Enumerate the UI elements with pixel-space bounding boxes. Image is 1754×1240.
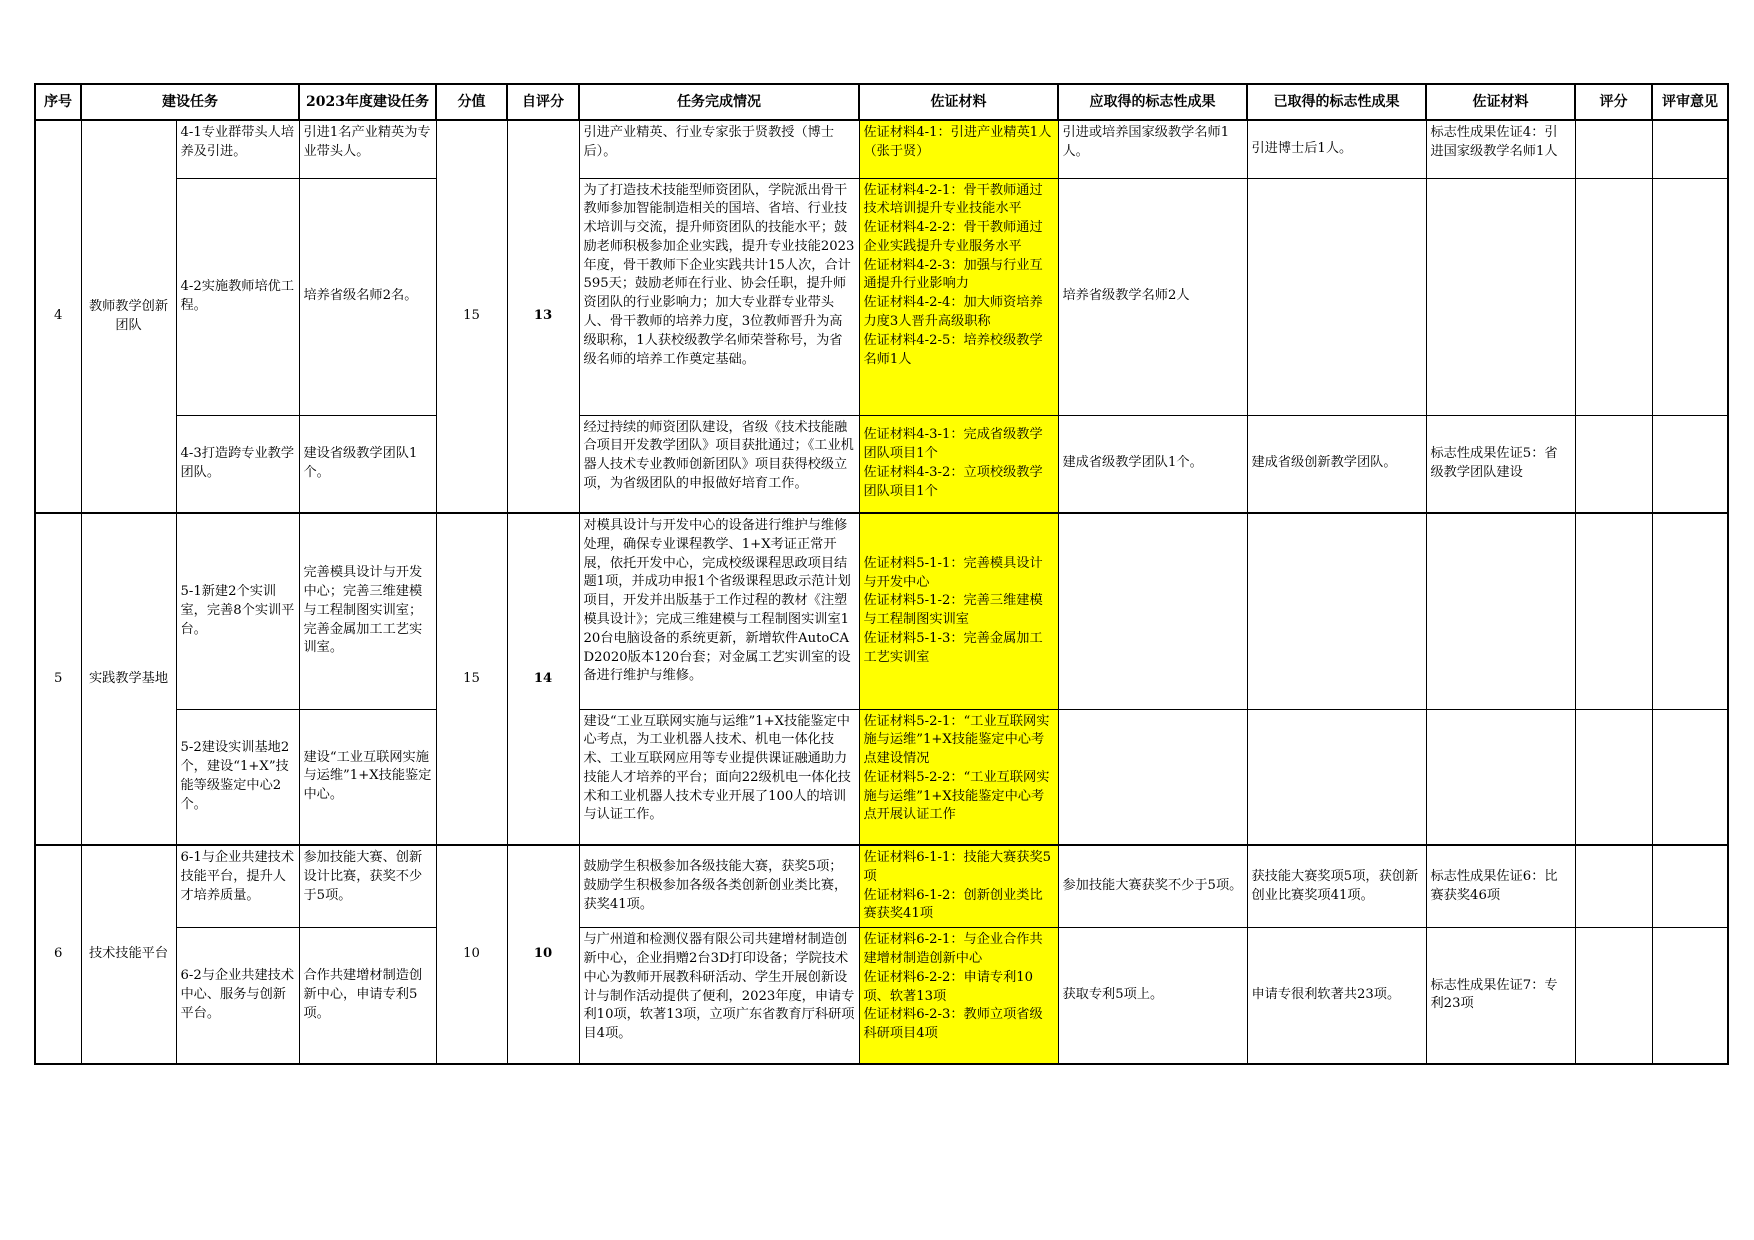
- evidence-item: 佐证材料6-2-2：申请专利10项、软著13项: [863, 969, 1034, 1004]
- row-annual: 建设“工业互联网实施与运维”1+X技能鉴定中心。: [299, 709, 436, 845]
- row-no: 4: [35, 120, 81, 513]
- evidence-item: 佐证材料4-2-4：加大师资培养力度3人晋升高级职称: [863, 295, 1043, 330]
- row-expected: 培养省级教学名师2人: [1058, 178, 1247, 415]
- table-row: [35, 709, 1728, 845]
- row-annual: 参加技能大赛、创新设计比赛，获奖不少于5项。: [299, 845, 436, 928]
- row-evidence: [859, 415, 1058, 513]
- row-completion: 经过持续的师资团队建设，省级《技术技能融合项目开发教学团队》项目获批通过；《工业机器人技术专业教师创新团队》项目获得校级立项，为省级团队的申报做好培育工作。: [579, 415, 859, 513]
- row-rating: [1575, 513, 1652, 709]
- row-annual: 培养省级名师2名。: [299, 178, 436, 415]
- row-review: [1652, 415, 1728, 513]
- header-evidence2: 佐证材料: [1426, 84, 1575, 120]
- row-no: 5: [35, 513, 81, 845]
- row-evidence: [859, 120, 1058, 178]
- row-annual: 完善模具设计与开发中心；完善三维建模与工程制图实训室；完善金属加工工艺实训室。: [299, 513, 436, 709]
- row-achieved: 获技能大赛奖项5项，获创新创业比赛奖项41项。: [1247, 845, 1426, 928]
- row-rating: [1575, 845, 1652, 928]
- header-score: 分值: [436, 84, 507, 120]
- table-row: [35, 513, 1728, 709]
- row-achieved: 申请专很利软著共23项。: [1247, 928, 1426, 1064]
- row-completion: 为了打造技术技能型师资团队，学院派出骨干教师参加智能制造相关的国培、省培、行业技术培训与交流，提升师资团队的技能水平；鼓励老师积极参加企业实践，提升专业技能2023年度，骨干教师下企业实践共计15人次，合计595天；鼓励老师在行业、协会任职，提升师资团队的行业影响力；加大专业群专业带头人、骨干教师的培养力度，3位教师晋升为高级职称，1人获校级教学名师荣誉称号，为省级名师的培养工作奠定基础。: [579, 178, 859, 415]
- row-no: 6: [35, 845, 81, 1064]
- table-row: [35, 928, 1728, 1064]
- row-annual: 引进1名产业精英为专业带头人。: [299, 120, 436, 178]
- row-score: 15: [436, 120, 507, 513]
- row-evidence2: 标志性成果佐证5：省级教学团队建设: [1426, 415, 1575, 513]
- row-evidence2: 标志性成果佐证6：比赛获奖46项: [1426, 845, 1575, 928]
- header-evidence: 佐证材料: [859, 84, 1058, 120]
- row-review: [1652, 178, 1728, 415]
- table-row: [35, 845, 1728, 928]
- row-completion: 鼓励学生积极参加各级技能大赛，获奖5项；鼓励学生积极参加各级各类创新创业类比赛，获奖41项。: [579, 845, 859, 928]
- row-subtask: 4-1专业群带头人培养及引进。: [176, 120, 299, 178]
- row-task: 实践教学基地: [81, 513, 176, 845]
- row-score: 15: [436, 513, 507, 845]
- table-row: [35, 415, 1728, 513]
- row-self-score: 13: [507, 120, 579, 513]
- header-self-score: 自评分: [507, 84, 579, 120]
- row-self-score: 14: [507, 513, 579, 845]
- row-subtask: 4-2实施教师培优工程。: [176, 178, 299, 415]
- row-evidence: [859, 709, 1058, 845]
- header-row: [35, 84, 1728, 120]
- row-subtask: 4-3打造跨专业教学团队。: [176, 415, 299, 513]
- row-evidence: [859, 928, 1058, 1064]
- row-expected: 建成省级教学团队1个。: [1058, 415, 1247, 513]
- header-achieved: 已取得的标志性成果: [1247, 84, 1426, 120]
- header-expected: 应取得的标志性成果: [1058, 84, 1247, 120]
- row-completion: 与广州道和检测仪器有限公司共建增材制造创新中心，企业捐赠2台3D打印设备；学院技术中心为教师开展教科研活动、学生开展创新设计与制作活动提供了便利，2023年度，申请专利10项，软著13项，立项广东省教育厅科研项目4项。: [579, 928, 859, 1064]
- row-evidence2: [1426, 178, 1575, 415]
- row-completion: 对模具设计与开发中心的设备进行维护与维修处理，确保专业课程教学、1+X考证正常开展，依托开发中心，完成校级课程思政项目结题1项，并成功申报1个省级课程思政示范计划项目，开发并出版基于工作过程的教材《注塑模具设计》；完成三维建模与工程制图实训室120台电脑设备的系统更新，新增软件AutoCAD2020版本120台套；对金属工艺实训室的设备进行维护与维修。: [579, 513, 859, 709]
- evidence-item: 佐证材料6-1-2：创新创业类比赛获奖41项: [863, 887, 1043, 922]
- row-review: [1652, 120, 1728, 178]
- row-rating: [1575, 120, 1652, 178]
- header-task: 建设任务: [81, 84, 299, 120]
- evidence-item: 佐证材料5-1-1：完善模具设计与开发中心: [863, 555, 1043, 590]
- row-evidence2: 标志性成果佐证4：引进国家级教学名师1人: [1426, 120, 1575, 178]
- header-review: 评审意见: [1652, 84, 1728, 120]
- row-review: [1652, 709, 1728, 845]
- evidence-item: 佐证材料4-2-5：培养校级教学名师1人: [863, 332, 1043, 367]
- evidence-item: 佐证材料6-2-3：教师立项省级科研项目4项: [863, 1007, 1043, 1042]
- row-expected: [1058, 513, 1247, 709]
- row-review: [1652, 845, 1728, 928]
- row-achieved: 引进博士后1人。: [1247, 120, 1426, 178]
- row-annual: 合作共建增材制造创新中心，申请专利5项。: [299, 928, 436, 1064]
- row-rating: [1575, 178, 1652, 415]
- evidence-item: 佐证材料4-1：引进产业精英1人（张于贤）: [863, 125, 1052, 159]
- row-evidence2: [1426, 513, 1575, 709]
- evidence-item: 佐证材料6-2-1：与企业合作共建增材制造创新中心: [863, 932, 1043, 966]
- row-evidence2: 标志性成果佐证7：专利23项: [1426, 928, 1575, 1064]
- header-no: 序号: [35, 84, 81, 120]
- row-evidence2: [1426, 709, 1575, 845]
- evidence-item: 佐证材料6-1-1：技能大赛获奖5项: [863, 850, 1052, 884]
- row-annual: 建设省级教学团队1个。: [299, 415, 436, 513]
- row-expected: [1058, 709, 1247, 845]
- header-rating: 评分: [1575, 84, 1652, 120]
- row-achieved: [1247, 513, 1426, 709]
- evidence-item: 佐证材料5-2-2：“工业互联网实施与运维”1+X技能鉴定中心考点开展认证工作: [863, 769, 1050, 823]
- row-evidence: [859, 178, 1058, 415]
- row-expected: 引进或培养国家级教学名师1人。: [1058, 120, 1247, 178]
- row-subtask: 6-2与企业共建技术中心、服务与创新平台。: [176, 928, 299, 1064]
- row-review: [1652, 513, 1728, 709]
- evidence-item: 佐证材料5-2-1：“工业互联网实施与运维”1+X技能鉴定中心考点建设情况: [863, 713, 1050, 767]
- row-score: 10: [436, 845, 507, 1064]
- row-rating: [1575, 709, 1652, 845]
- table-row: [35, 120, 1728, 178]
- evidence-item: 佐证材料4-3-2：立项校级教学团队项目1个: [863, 464, 1043, 499]
- evidence-item: 佐证材料4-2-3：加强与行业互通提升行业影响力: [863, 257, 1043, 292]
- row-evidence: [859, 845, 1058, 928]
- row-achieved: [1247, 709, 1426, 845]
- row-subtask: 5-2建设实训基地2个，建设“1+X”技能等级鉴定中心2个。: [176, 709, 299, 845]
- row-expected: 参加技能大赛获奖不少于5项。: [1058, 845, 1247, 928]
- row-expected: 获取专利5项上。: [1058, 928, 1247, 1064]
- row-task: 教师教学创新团队: [81, 120, 176, 513]
- row-self-score: 10: [507, 845, 579, 1064]
- row-subtask: 6-1与企业共建技术技能平台，提升人才培养质量。: [176, 845, 299, 928]
- row-review: [1652, 928, 1728, 1064]
- row-task: 技术技能平台: [81, 845, 176, 1064]
- evidence-item: 佐证材料4-2-2：骨干教师通过企业实践提升专业服务水平: [863, 220, 1043, 254]
- row-rating: [1575, 415, 1652, 513]
- row-rating: [1575, 928, 1652, 1064]
- evidence-item: 佐证材料5-1-3：完善金属加工工艺实训室: [863, 631, 1043, 665]
- row-completion: 引进产业精英、行业专家张于贤教授（博士后）。: [579, 120, 859, 178]
- row-achieved: [1247, 178, 1426, 415]
- row-evidence: [859, 513, 1058, 709]
- evaluation-table: [34, 83, 1729, 1065]
- table-row: [35, 178, 1728, 415]
- row-completion: 建设“工业互联网实施与运维”1+X技能鉴定中心考点，为工业机器人技术、机电一体化技术、工业互联网应用等专业提供课证融通助力技能人才培养的平台；面向22级机电一体化技术和工业机器人技术专业开展了100人的培训与认证工作。: [579, 709, 859, 845]
- header-annual: 2023年度建设任务: [299, 84, 436, 120]
- header-completion: 任务完成情况: [579, 84, 859, 120]
- row-achieved: 建成省级创新教学团队。: [1247, 415, 1426, 513]
- evidence-item: 佐证材料5-1-2：完善三维建模与工程制图实训室: [863, 593, 1043, 628]
- row-subtask: 5-1新建2个实训室，完善8个实训平台。: [176, 513, 299, 709]
- evidence-item: 佐证材料4-2-1：骨干教师通过技术培训提升专业技能水平: [863, 182, 1043, 217]
- evidence-item: 佐证材料4-3-1：完成省级教学团队项目1个: [863, 427, 1043, 461]
